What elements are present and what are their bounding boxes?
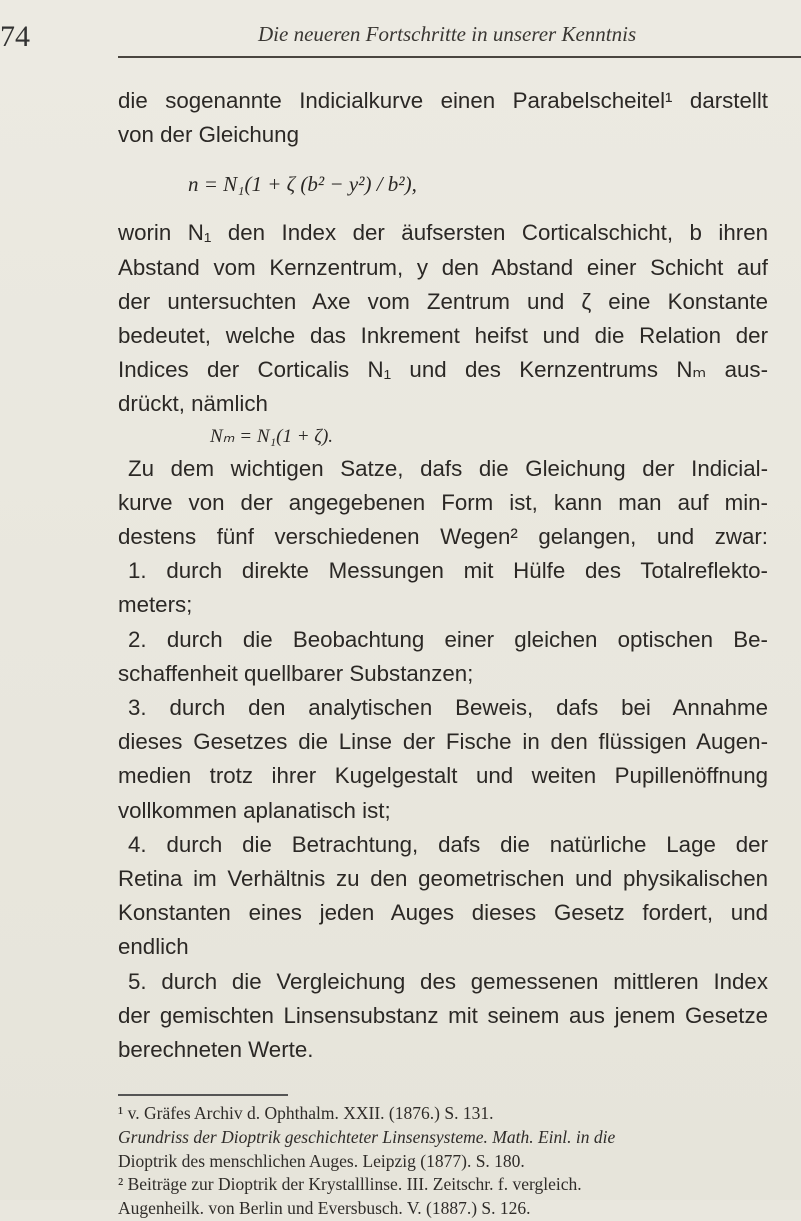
list-item: schaffenheit quellbarer Substanzen;	[118, 660, 474, 686]
footnote-line: ² Beiträge zur Dioptrik der Krystalllinse. III. Zeitschr. f. vergleich.	[118, 1174, 582, 1195]
page-number: 74	[0, 20, 30, 53]
list-item: berechneten Werte.	[118, 1037, 314, 1063]
footnote-line: Augenheilk. von Berlin und Eversbusch. V. (1887.) S. 126.	[118, 1198, 531, 1219]
footnote-line: Dioptrik des menschlichen Auges. Leipzig (1877). S. 180.	[118, 1150, 525, 1171]
page-header	[0, 14, 801, 54]
equation-indicial-curve: n = N₁(1 + ζ (b² − y²) / b²),	[188, 172, 417, 197]
list-item: 4. durch die Betrachtung, dafs die natürliche Lage der	[128, 831, 768, 857]
list-item: medien trotz ihrer Kugelgestalt und weiten Pupillenöffnung	[118, 763, 768, 789]
text-line: destens fünf verschiedenen Wegen² gelangen, und zwar:	[118, 524, 768, 550]
equation-core-index: Nₘ = N₁(1 + ζ).	[210, 425, 334, 447]
footnote-line: Grundriss der Dioptrik geschichteter Linsensysteme. Math. Einl. in die	[118, 1126, 616, 1147]
main-text	[118, 84, 768, 1067]
running-title: Die neueren Fortschritte in unserer Kenntnis	[258, 22, 637, 46]
footnotes	[118, 1102, 768, 1221]
list-item: dieses Gesetzes die Linse der Fische in den flüssigen Augen-	[118, 729, 768, 755]
header-rule	[118, 56, 801, 58]
text-line: die sogenannte Indicialkurve einen Parabelscheitel¹ darstellt	[118, 88, 768, 113]
list-item: Konstanten eines jeden Auges dieses Gesetz fordert, und	[118, 900, 768, 926]
text-line: worin N₁ den Index der äufsersten Corticalschicht, b ihren	[118, 220, 768, 246]
list-item: 1. durch direkte Messungen mit Hülfe des Totalreflekto-	[128, 558, 768, 584]
list-item: meters;	[118, 592, 193, 618]
list-item: 2. durch die Beobachtung einer gleichen optischen Be-	[128, 626, 768, 652]
text-line: der untersuchten Axe vom Zentrum und ζ eine Konstante	[118, 288, 768, 314]
text-line: kurve von der angegebenen Form ist, kann man auf min-	[118, 489, 768, 515]
text-line: Indices der Corticalis N₁ und des Kernzentrums Nₘ aus-	[118, 357, 768, 383]
list-item: 5. durch die Vergleichung des gemessenen mittleren Index	[128, 968, 768, 994]
text-line: drückt, nämlich	[118, 391, 268, 417]
list-item: vollkommen aplanatisch ist;	[118, 797, 391, 823]
list-item: 3. durch den analytischen Beweis, dafs bei Annahme	[128, 695, 768, 721]
text-line: Abstand vom Kernzentrum, y den Abstand einer Schicht auf	[118, 254, 768, 280]
text-line: von der Gleichung	[118, 122, 299, 148]
footnote-rule	[118, 1094, 288, 1096]
footnote-line: ¹ v. Gräfes Archiv d. Ophthalm. XXII. (1876.) S. 131.	[118, 1103, 494, 1123]
list-item: endlich	[118, 934, 189, 960]
text-line: bedeutet, welche das Inkrement heifst und die Relation der	[118, 323, 768, 349]
list-item: Retina im Verhältnis zu den geometrischen und physikalischen	[118, 866, 768, 892]
text-line: Zu dem wichtigen Satze, dafs die Gleichung der Indicial-	[128, 455, 768, 481]
list-item: der gemischten Linsensubstanz mit seinem aus jenem Gesetze	[118, 1002, 768, 1028]
